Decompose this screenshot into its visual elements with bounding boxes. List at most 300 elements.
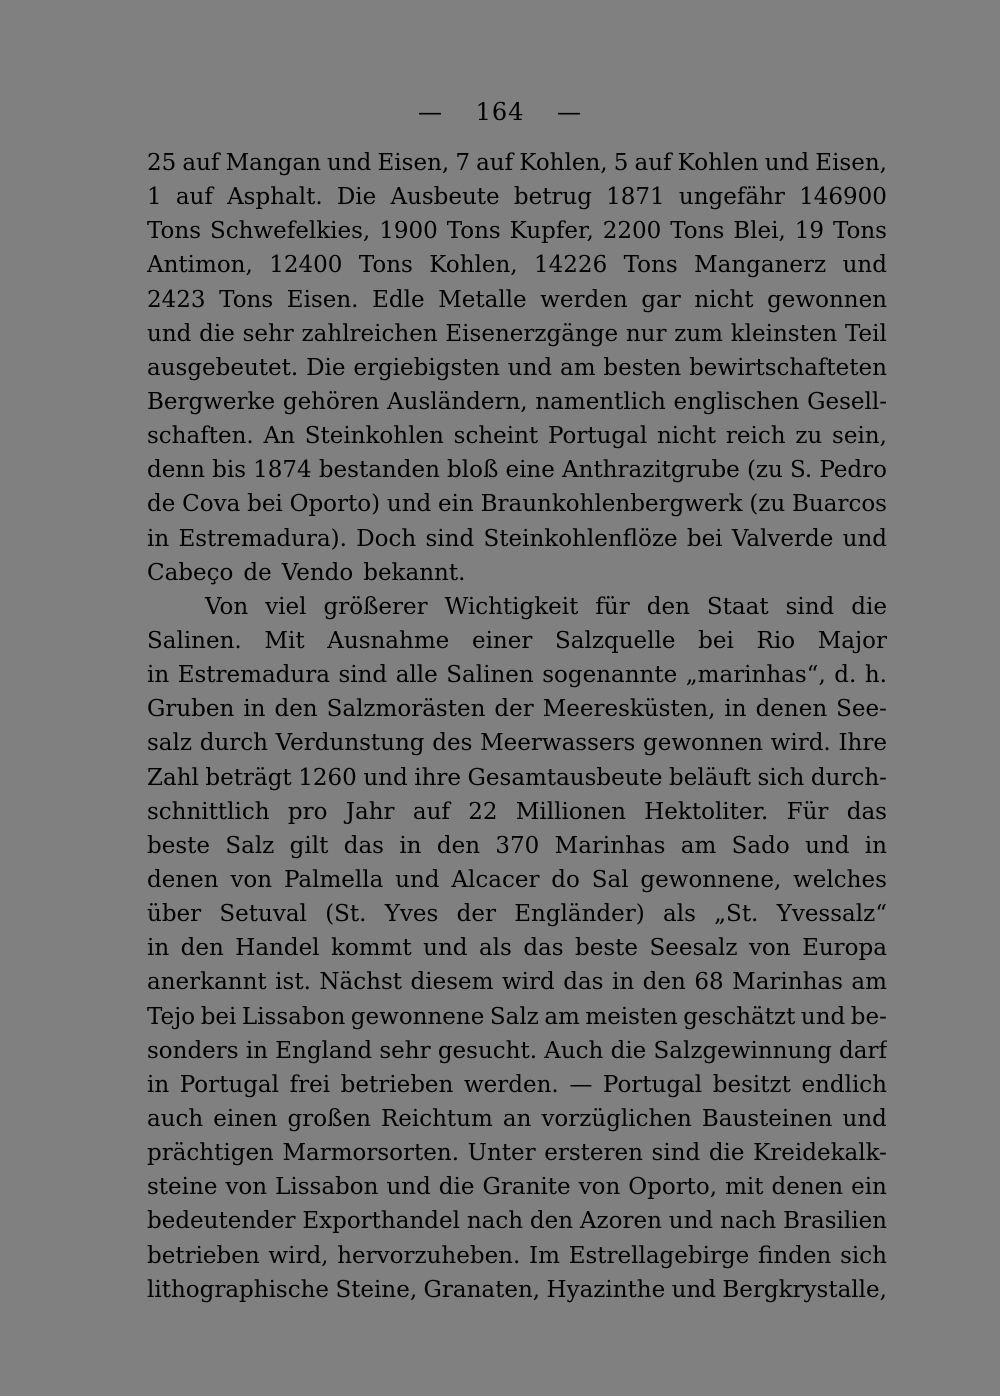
word: Kreidekalk- (753, 1140, 887, 1167)
word: be- (850, 1003, 887, 1030)
word: bestanden (318, 457, 440, 484)
word: Teil (845, 320, 887, 347)
word: in (864, 832, 887, 859)
word: durch (199, 730, 268, 757)
text-line (147, 692, 887, 726)
word: steine (147, 1174, 218, 1201)
word: viel (265, 593, 307, 620)
word: Portugal (179, 1071, 279, 1098)
word: Exporthandel (302, 1208, 460, 1235)
word: 12400 (269, 252, 343, 279)
word: Steinkohlenflöze (483, 525, 678, 552)
word: den (436, 832, 481, 859)
word: in (399, 832, 422, 859)
text-line (147, 1068, 887, 1102)
word: das (563, 969, 604, 996)
word: besten (603, 354, 682, 381)
word: Yves (384, 901, 439, 928)
word: Kohlen, (429, 252, 518, 279)
word: in (724, 696, 747, 723)
word: de (147, 491, 176, 518)
word: das (523, 935, 564, 962)
word: Salinen (446, 662, 534, 689)
word: und (363, 764, 408, 791)
word: ein (851, 1174, 887, 1201)
text-line (147, 214, 887, 248)
word: durch- (810, 764, 887, 791)
word: Doch (356, 525, 417, 552)
word: vorzüglichen (541, 1105, 692, 1132)
word: Marinhas (732, 969, 843, 996)
word: Manganerz (694, 252, 827, 279)
word: Gruben (147, 696, 235, 723)
word: Mangan (225, 150, 321, 176)
word: Wichtigkeit (444, 593, 579, 620)
word: die (438, 1174, 475, 1201)
word: der (494, 696, 534, 723)
word: in (245, 1037, 268, 1064)
word: die (199, 320, 235, 347)
text-line (147, 1239, 887, 1273)
word: auf (476, 150, 514, 176)
word: 22 (468, 798, 498, 825)
word: die (708, 1140, 745, 1167)
word: am (560, 354, 596, 381)
word: nur (625, 320, 667, 347)
word: den (646, 593, 690, 620)
word: See- (836, 696, 887, 723)
word: an (502, 1105, 532, 1132)
word: Eisen. (286, 286, 359, 313)
text-line (147, 248, 887, 282)
word: 1874 (253, 457, 312, 484)
text-line (147, 726, 887, 760)
word: Marinhas (554, 832, 666, 859)
header-dash-left: — (417, 98, 443, 126)
word: Bausteinen (701, 1105, 833, 1132)
word: und (842, 252, 887, 279)
word: lithographische (147, 1276, 330, 1303)
word: betrieben (340, 1071, 454, 1098)
word: und (386, 1174, 431, 1201)
word: für (595, 593, 630, 620)
word: eine (505, 457, 555, 484)
word: Millionen (515, 798, 626, 825)
word: ist. (275, 969, 311, 996)
word: zahlreichen (301, 320, 438, 347)
word: 1900 (379, 218, 438, 245)
word: Eisenerzgänge (445, 320, 619, 347)
word: und (671, 1276, 716, 1303)
text-line (147, 829, 887, 863)
word: bei (247, 491, 283, 518)
word: auf (182, 150, 220, 176)
word: 7 (455, 150, 470, 176)
word: nicht (694, 286, 754, 313)
word: von (230, 866, 273, 893)
text-line (147, 419, 887, 453)
word: beläuft (668, 764, 751, 791)
word: und (842, 525, 887, 552)
word: Ihre (838, 730, 887, 757)
word: und (327, 150, 372, 176)
word: Palmella (283, 866, 384, 893)
word: ersteren (544, 1140, 643, 1167)
word: hervorzuheben. (337, 1242, 521, 1269)
word: von (578, 1174, 621, 1201)
word: gehören (282, 388, 380, 415)
word: und (805, 832, 850, 859)
word: Unter (467, 1140, 536, 1167)
word: beste (575, 935, 639, 962)
word: Handel (235, 935, 320, 962)
word: Valverde (731, 525, 834, 552)
word: Nächst (319, 969, 402, 996)
word: sind (338, 662, 388, 689)
word: wird (501, 969, 555, 996)
word: Tons (219, 286, 274, 313)
word: denn (147, 457, 205, 484)
word: Meerwassers (480, 730, 636, 757)
word: Schwefelkies, (209, 218, 371, 245)
word: als (478, 935, 512, 962)
word: diesem (410, 969, 494, 996)
word: Kupfer, (509, 218, 594, 245)
word: d. (834, 662, 857, 689)
word: reich (725, 423, 786, 450)
word: auf (412, 798, 450, 825)
word: und (147, 320, 192, 347)
word: Ausländern, (387, 388, 528, 415)
word: einer (471, 627, 533, 654)
word: Azoren (579, 1208, 662, 1235)
word: Sado (731, 832, 790, 859)
word: frei (289, 1071, 331, 1098)
word: Cova (182, 491, 241, 518)
word: 1 (147, 184, 162, 211)
word: über (147, 901, 202, 928)
word: gilt (289, 832, 329, 859)
word: Portugal (602, 1071, 703, 1098)
word: betrug (513, 184, 592, 211)
word: Tons (147, 218, 202, 245)
word: größerer (323, 593, 428, 620)
word: Verdunstung (275, 730, 425, 757)
word: nicht (656, 423, 717, 450)
word: denen (147, 866, 219, 893)
text-line (147, 351, 887, 385)
text-line (147, 522, 887, 556)
word: gewonnen (643, 730, 763, 757)
word: Braunkohlenbergwerk (480, 491, 743, 518)
word: h. (864, 662, 887, 689)
word: Salz (489, 1003, 539, 1030)
word: bei (698, 627, 734, 654)
word: Kohlen, (519, 150, 608, 176)
text-line (147, 897, 887, 931)
word: Tons (623, 252, 678, 279)
word: und (842, 1105, 887, 1132)
word: prächtigen (147, 1140, 274, 1167)
word: in (147, 1071, 170, 1098)
word: gewonnene (350, 1003, 485, 1030)
word: schaften. (147, 423, 254, 450)
word: sein, (832, 423, 887, 450)
word: 146900 (799, 184, 887, 211)
word: von (748, 935, 791, 962)
word: Eisen, (815, 150, 887, 176)
word: scheint (453, 423, 539, 450)
word: Die (306, 354, 346, 381)
word: auch (147, 1105, 204, 1132)
word: Salz (225, 832, 275, 859)
text-line (147, 1102, 887, 1136)
word: besitzt (712, 1071, 791, 1098)
word: Gesell- (807, 388, 887, 415)
word: Major (817, 627, 887, 654)
word: Mit (264, 627, 305, 654)
word: endlich (801, 1071, 887, 1098)
text-line (147, 761, 887, 795)
word: Engländer) (514, 901, 645, 928)
word: in (147, 935, 170, 962)
text-line (147, 283, 887, 317)
body-text (147, 146, 887, 1307)
word: Estrellagebirge (568, 1242, 750, 1269)
word: Bergkrystalle, (722, 1276, 887, 1303)
word: „St. (714, 901, 759, 928)
header-dash-right: — (557, 98, 583, 126)
word: Edle (372, 286, 425, 313)
word: Steine, (335, 1276, 418, 1303)
word: auf (175, 184, 213, 211)
word: Von (205, 593, 249, 620)
text-line-paragraph-start (147, 590, 887, 624)
word: (St. (325, 901, 367, 928)
word: bei (686, 525, 723, 552)
word: in (611, 969, 635, 996)
word: die (610, 1037, 647, 1064)
word: 5 (613, 150, 629, 176)
word: — (569, 1071, 593, 1098)
word: Im (529, 1242, 560, 1269)
word: Ausnahme (327, 627, 450, 654)
word: (zu (746, 457, 783, 484)
text-line (147, 1204, 887, 1238)
word: einen (213, 1105, 278, 1132)
word: Granaten, (423, 1276, 541, 1303)
text-line (147, 1170, 887, 1204)
word: in (147, 525, 170, 552)
word: der (456, 901, 496, 928)
word: zum (674, 320, 723, 347)
word: als (663, 901, 696, 928)
word: 1871 (606, 184, 665, 211)
word: englischen (673, 388, 800, 415)
word: des (432, 730, 473, 757)
word: am (680, 832, 717, 859)
page-number: 164 (475, 98, 525, 126)
word: wird, (268, 1242, 329, 1269)
word: Tons (446, 218, 501, 245)
word: beste (147, 832, 210, 859)
word: geschätzt (683, 1003, 796, 1030)
word: werden. (463, 1071, 559, 1098)
word: meisten (585, 1003, 678, 1030)
word: und (668, 1208, 714, 1235)
word: Für (786, 798, 829, 825)
word: sonders (147, 1037, 239, 1064)
word: Staat (706, 593, 769, 620)
word: Auch (544, 1037, 604, 1064)
word: pro (287, 798, 328, 825)
word: Reichtum (380, 1105, 493, 1132)
word: Tons (832, 218, 887, 245)
word: sind (651, 1140, 701, 1167)
word: sehr (379, 1037, 431, 1064)
word: ausgebeutet. (147, 354, 299, 381)
word: ungefähr (678, 184, 785, 211)
word: Tons (358, 252, 413, 279)
word: bei (200, 1003, 237, 1030)
word: bloß (447, 457, 499, 484)
word: Salzquelle (555, 627, 676, 654)
word: bedeutender (147, 1208, 296, 1235)
word: Salzgewinnung (653, 1037, 832, 1064)
word: An (263, 423, 295, 450)
word: Estremadura). (178, 525, 347, 552)
word: Tejo (147, 1003, 196, 1030)
word: „marinhas“, (685, 662, 826, 689)
word: Sal (591, 866, 629, 893)
word: alle (395, 662, 438, 689)
word: beträgt (205, 764, 292, 791)
word: 370 (495, 832, 540, 859)
word: denen (755, 696, 828, 723)
word: 14226 (534, 252, 608, 279)
word: in (243, 696, 266, 723)
word: und (423, 935, 468, 962)
word: Setuval (219, 901, 307, 928)
word: Portugal (547, 423, 648, 450)
word: gewonnene, (640, 866, 782, 893)
word: (zu (749, 491, 786, 518)
word: und (764, 150, 810, 176)
word: Europa (802, 935, 887, 962)
word: 25 (147, 150, 177, 176)
word: in (147, 662, 170, 689)
word: Oporto, (628, 1174, 718, 1201)
word: Hektoliter. (644, 798, 769, 825)
word: Seesalz (649, 935, 738, 962)
word: den (180, 935, 224, 962)
word: Salzmorästen (326, 696, 486, 723)
word: Estremadura (177, 662, 330, 689)
text-line (147, 795, 887, 829)
word: ein (438, 491, 474, 518)
word: sind (425, 525, 475, 552)
word: nach (720, 1208, 777, 1235)
text-line-paragraph-end (147, 556, 887, 590)
text-line (147, 624, 887, 658)
word: und (800, 1003, 846, 1030)
text-line (147, 965, 887, 999)
word: denen (771, 1174, 844, 1201)
word: Oporto) (289, 491, 381, 518)
word: 1260 (298, 764, 357, 791)
word: Cabeço (147, 559, 234, 586)
word: das (343, 832, 384, 859)
word: Die (336, 184, 377, 211)
word: Buarcos (792, 491, 887, 518)
text-line (147, 1136, 887, 1170)
text-line (147, 317, 887, 351)
word: sich (840, 1242, 887, 1269)
word: bekannt. (363, 559, 466, 586)
word: darf (839, 1037, 887, 1064)
word: Metalle (438, 286, 527, 313)
word: do (551, 866, 580, 893)
word: großen (287, 1105, 371, 1132)
word: Steinkohlen (304, 423, 444, 450)
word: gar (641, 286, 681, 313)
word: kommt (331, 935, 412, 962)
text-line (147, 863, 887, 897)
word: den (529, 1208, 574, 1235)
text-line (147, 1273, 887, 1307)
word: Zahl (147, 764, 199, 791)
word: den (274, 696, 318, 723)
word: Bergwerke (147, 388, 276, 415)
word: Alcacer (451, 866, 540, 893)
word: Vendo (281, 559, 354, 586)
text-line (147, 931, 887, 965)
word: Blei, (733, 218, 786, 245)
word: am (544, 1003, 580, 1030)
word: Asphalt. (227, 184, 323, 211)
word: werden (540, 286, 628, 313)
word: ihre (414, 764, 461, 791)
word: die (851, 593, 887, 620)
word: nach (466, 1208, 524, 1235)
word: Marmorsorten. (282, 1140, 460, 1167)
word: Eisen, (377, 150, 450, 176)
word: England (275, 1037, 373, 1064)
word: sich (757, 764, 805, 791)
word: zu (795, 423, 823, 450)
word: von (225, 1174, 268, 1201)
word: und (507, 354, 553, 381)
word: finden (758, 1242, 832, 1269)
word: 68 (694, 969, 724, 996)
word: salz (147, 730, 192, 757)
word: kleinsten (730, 320, 838, 347)
word: welches (793, 866, 887, 893)
word: Ausbeute (390, 184, 500, 211)
text-line (147, 1000, 887, 1034)
word: Jahr (345, 798, 395, 825)
text-line (147, 385, 887, 419)
page-header (0, 98, 1000, 126)
word: Lissabon (275, 1174, 379, 1201)
word: bis (212, 457, 246, 484)
word: und (386, 491, 432, 518)
word: Anthrazitgrube (562, 457, 740, 484)
word: bewirtschafteten (689, 354, 887, 381)
word: den (642, 969, 686, 996)
word: anerkannt (147, 969, 267, 996)
word: Tons (670, 218, 725, 245)
